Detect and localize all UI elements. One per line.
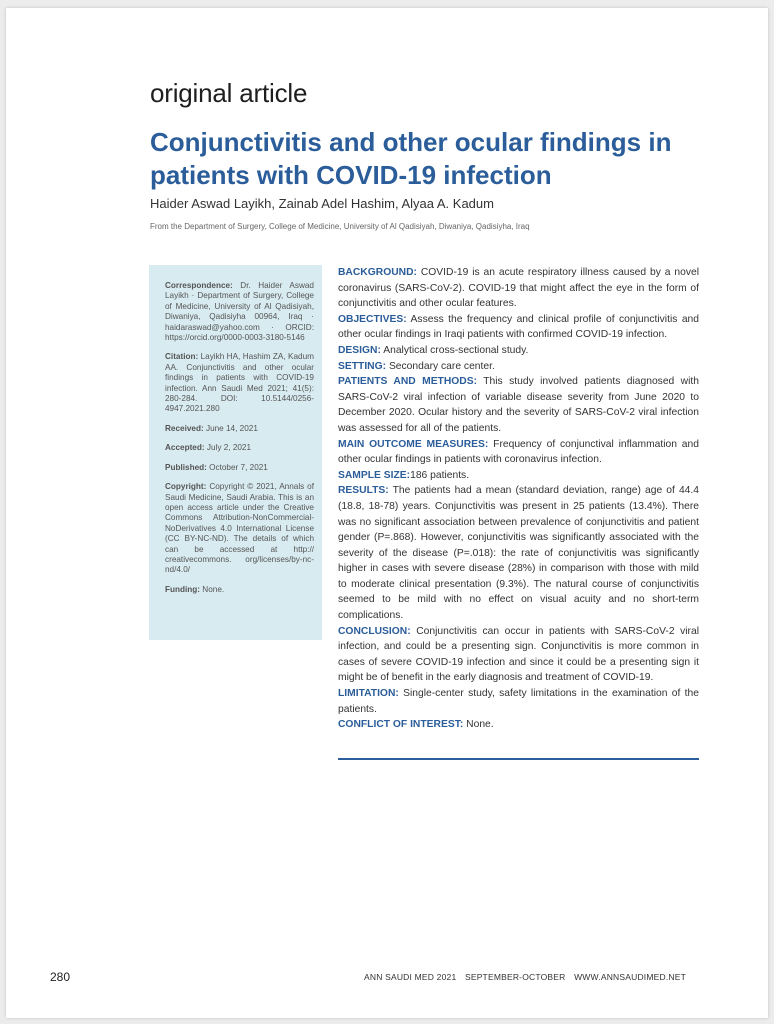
- accepted-date: July 2, 2021: [206, 443, 252, 453]
- abstract-limitation: [338, 686, 699, 717]
- footer-issue: SEPTEMBER-OCTOBER: [464, 972, 566, 982]
- accepted-block: [165, 443, 314, 453]
- abstract-main-outcome: [338, 437, 699, 468]
- section-label: original article: [150, 78, 308, 108]
- copyright-text: Copyright © 2021, Annals of Saudi Medicine, Saudi Arabia. This is an open access article under the Creative Commons Attribution-NonCommercial-NoDerivatives 4.0 International License (CC BY-NC-ND). The details of which can be accessed at http:// creativecommons. org/licenses/by-nc-nd/4.0/: [165, 482, 314, 575]
- abstract-divider: [338, 758, 699, 760]
- main-outcome-heading: MAIN OUTCOME MEASURES:: [338, 438, 489, 450]
- running-footer: [364, 972, 686, 982]
- results-heading: RESULTS:: [338, 485, 389, 497]
- patients-methods-text: This study involved patients diagnosed with SARS-CoV-2 viral infection of variable disease severity from June 2020 to December 2020. Ocular history and the severity of SARS-CoV-2 viral infection was assessed for all of the patients.: [338, 376, 699, 434]
- conflict-text: None.: [466, 719, 494, 731]
- accepted-label: Accepted:: [165, 443, 205, 453]
- funding-block: [165, 585, 314, 595]
- abstract-background: [338, 265, 699, 312]
- correspondence-block: [165, 281, 314, 343]
- abstract: [338, 265, 699, 733]
- abstract-conflict: [338, 717, 699, 733]
- abstract-setting: [338, 359, 699, 375]
- author-list: Haider Aswad Layikh, Zainab Adel Hashim, Alyaa A. Kadum: [150, 196, 494, 211]
- published-label: Published:: [165, 462, 207, 472]
- published-block: [165, 463, 314, 473]
- limitation-heading: LIMITATION:: [338, 688, 399, 700]
- patients-methods-heading: PATIENTS AND METHODS:: [338, 376, 478, 388]
- citation-block: [165, 352, 314, 414]
- journal-page: [6, 8, 768, 1018]
- article-title: Conjunctivitis and other ocular findings in patients with COVID-19 infection: [150, 127, 672, 190]
- abstract-results: [338, 483, 699, 623]
- received-label: Received:: [165, 423, 204, 433]
- abstract-objectives: [338, 312, 699, 343]
- conclusion-text: Conjunctivitis can occur in patients with SARS-CoV-2 viral infection, and could be a presenting sign. Conjunctivitis is more common in cases of severe COVID-19 infection and since it could be a presenting sign it might be of benefit in the early diagnosis and treatment of COVID-19.: [338, 625, 699, 684]
- background-text: COVID-19 is an acute respiratory illness caused by a novel coronavirus (SARS-CoV-2). COVID-19 that might affect the eye in the form of conjunctivitis and other ocular features.: [338, 267, 699, 310]
- conclusion-heading: CONCLUSION:: [338, 625, 411, 637]
- limitation-text: Single-center study, safety limitations in the examination of the patients.: [338, 688, 699, 715]
- article-info-sidebar: [149, 265, 322, 640]
- copyright-label: Copyright:: [165, 482, 207, 492]
- funding-text: None.: [202, 584, 225, 594]
- published-date: October 7, 2021: [209, 462, 268, 472]
- affiliation: From the Department of Surgery, College of Medicine, University of Al Qadisiyah, Diwaniya, Qadisiyha, Iraq: [150, 222, 530, 231]
- correspondence-text: Dr. Haider Aswad Layikh · Department of Surgery, College of Medicine, University of Al Qadisiyah, Diwaniya, Qadisiyha 00964, Iraq · haidaraswad@yahoo.com · ORCID: https://orcid.org/0000-0003-3180-5146: [165, 281, 314, 343]
- design-heading: DESIGN:: [338, 344, 381, 356]
- sample-size-heading: SAMPLE SIZE:: [338, 469, 411, 481]
- design-text: Analytical cross-sectional study.: [383, 344, 529, 356]
- correspondence-label: Correspondence:: [165, 281, 233, 290]
- main-outcome-text: Frequency of conjunctival inflammation and other ocular findings in patients with coronavirus infection.: [338, 438, 699, 466]
- setting-heading: SETTING:: [338, 360, 387, 372]
- footer-website: WWW.ANNSAUDIMED.NET: [574, 972, 686, 982]
- sample-size-text: 186 patients.: [410, 469, 470, 481]
- copyright-block: [165, 482, 314, 576]
- citation-text: Layikh HA, Hashim ZA, Kadum AA. Conjunctivitis and other ocular findings in patients with COVID-19 infection. Ann Saudi Med 2021; 41(5): 280-284. DOI: 10.5144/0256-4947.2021.280: [165, 352, 314, 414]
- funding-label: Funding:: [165, 584, 201, 594]
- received-date: June 14, 2021: [205, 423, 258, 433]
- received-block: [165, 424, 314, 434]
- setting-text: Secondary care center.: [388, 360, 495, 372]
- footer-journal: ANN SAUDI MED 2021: [363, 972, 457, 982]
- abstract-design: [338, 343, 699, 359]
- citation-label: Citation:: [165, 352, 199, 362]
- objectives-heading: OBJECTIVES:: [338, 313, 407, 325]
- conflict-heading: CONFLICT OF INTEREST:: [338, 719, 464, 731]
- background-heading: BACKGROUND:: [338, 267, 417, 278]
- objectives-text: Assess the frequency and clinical profile of conjunctivitis and other ocular findings in Iraqi patients with confirmed COVID-19 infection.: [338, 313, 700, 341]
- abstract-sample-size: [338, 468, 699, 484]
- results-text: The patients had a mean (standard deviation, range) age of 44.4 (18.8, 18-78) years. Conjunctivitis was present in 25 patients (13.4%). There was no significant association between prevalence of conjunctivitis and patient gender (P=.868). However, conjunctivitis was significantly associated with the severity of the disease (P=.018): the rate of conjunctivitis was significantly higher in cases with severe disease (28%) in comparison with those with mild to moderate clinical presentation (9.3%). The natural course of conjunctivitis seemed to be mild with no effect on visual acuity and no short-term complications.: [338, 485, 699, 622]
- page-number: 280: [50, 970, 71, 984]
- abstract-conclusion: [338, 624, 699, 686]
- abstract-patients-methods: [338, 374, 699, 436]
